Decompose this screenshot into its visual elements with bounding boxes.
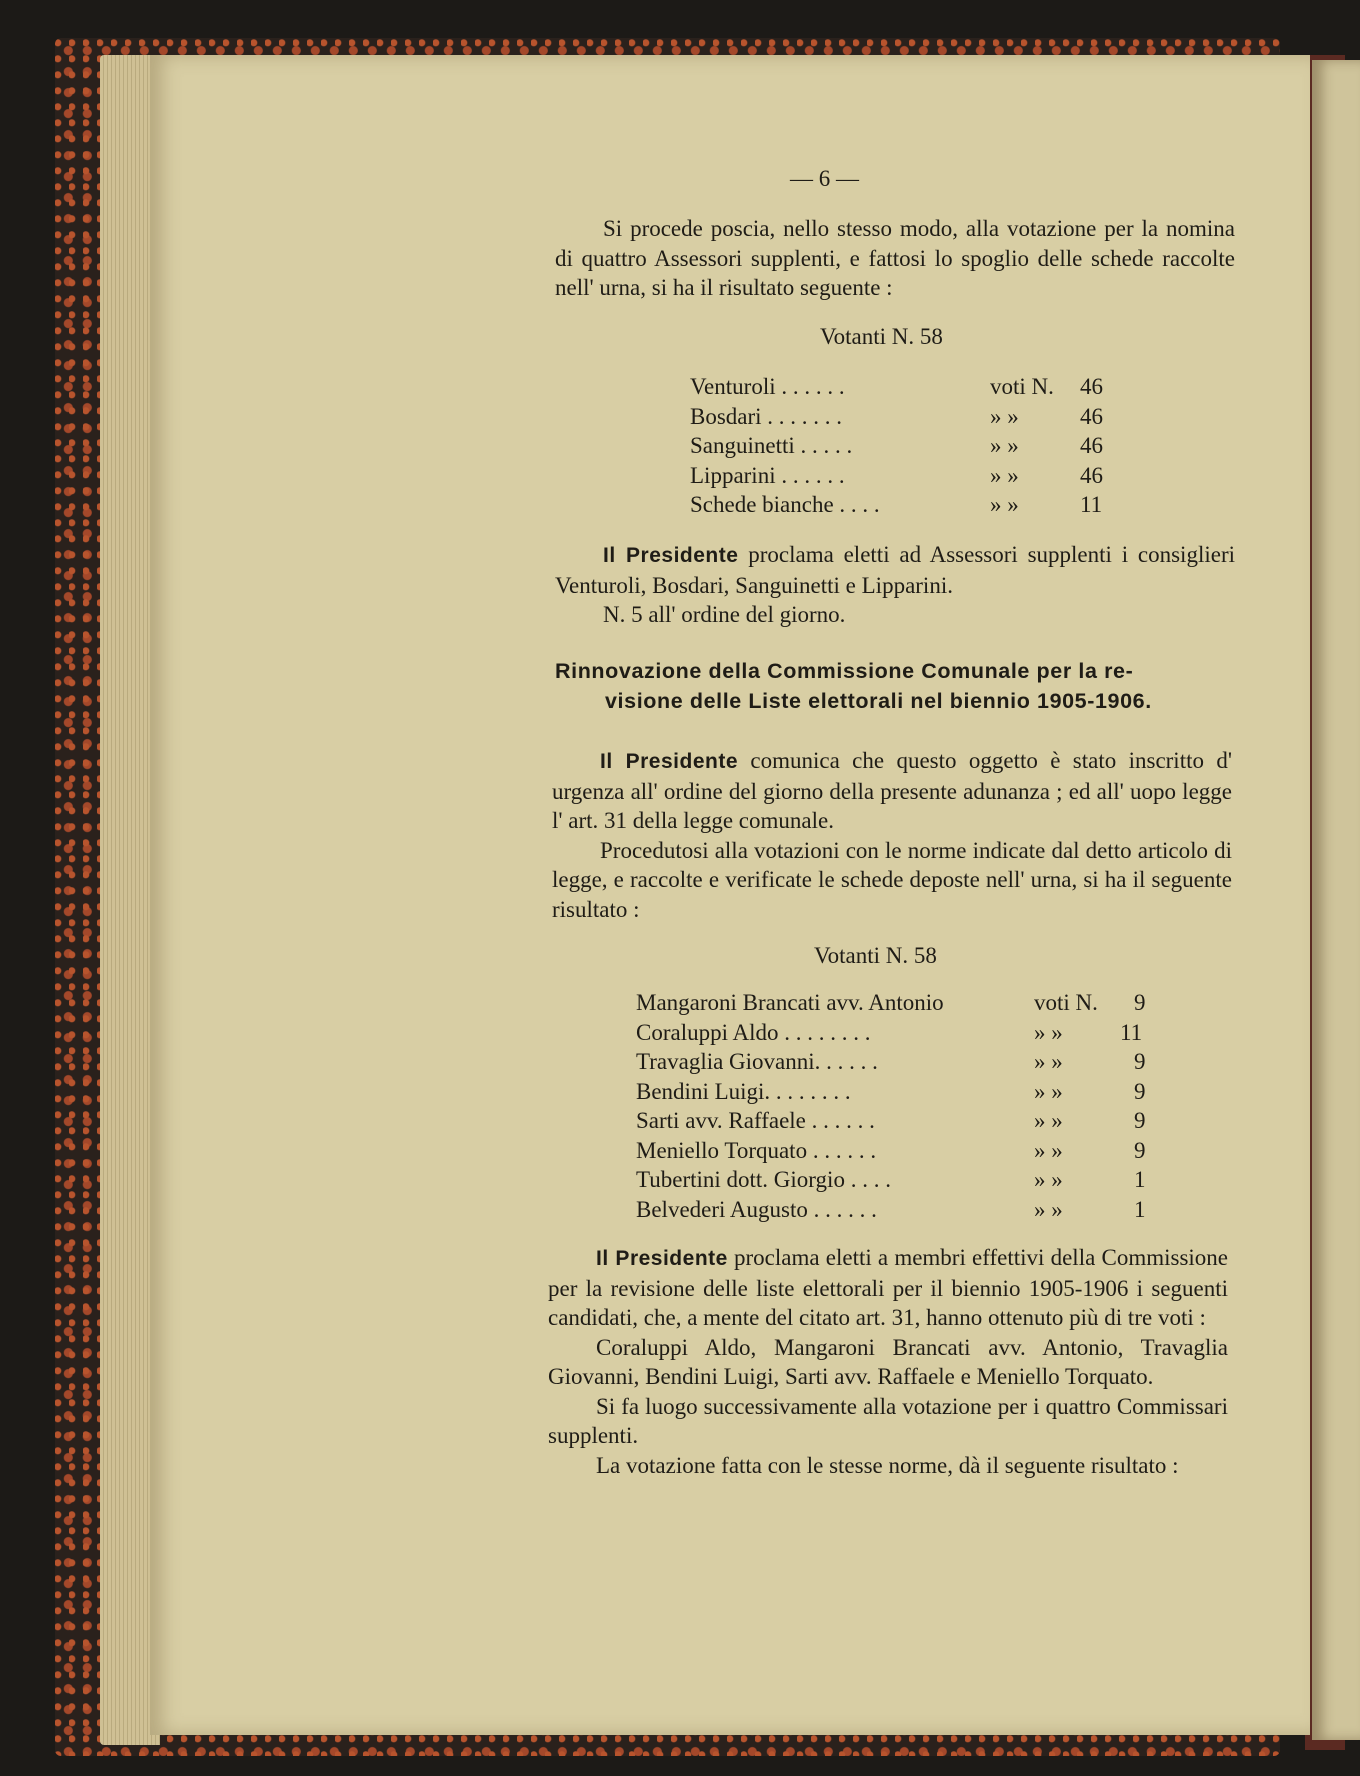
candidate-name: Lipparini . . . . . . xyxy=(690,462,845,488)
facing-page-edge xyxy=(1312,60,1360,1740)
candidate-name: Bendini Luigi. . . . . . . . xyxy=(636,1078,851,1104)
vote-label: » » xyxy=(1034,1196,1063,1222)
vote-label: » » xyxy=(990,433,1019,458)
paragraph-proclamation-1 xyxy=(555,540,1235,630)
vote-value: 9 xyxy=(1134,1078,1146,1104)
table-row xyxy=(636,1108,1156,1138)
page-number: — 6 — xyxy=(790,166,859,191)
paragraph-final xyxy=(548,1243,1228,1480)
candidate-name: Coraluppi Aldo . . . . . . . . xyxy=(636,1019,871,1045)
vote-value: 9 xyxy=(1134,1137,1146,1163)
vote-value: 46 xyxy=(1080,462,1103,488)
speaker-label: Il Presidente xyxy=(600,750,739,773)
vote-value: 11 xyxy=(1080,492,1103,517)
vote-value: 1 xyxy=(1134,1167,1146,1192)
heading-line-2: visione delle Liste elettorali nel biennio 1905-1906. xyxy=(605,689,1152,713)
table-row xyxy=(636,1079,1156,1109)
paragraph-text: La votazione fatta con le stesse norme, dà il seguente risultato : xyxy=(596,1452,1179,1478)
table-row xyxy=(636,990,1156,1020)
vote-label: » » xyxy=(1034,1049,1063,1074)
vote-value: 9 xyxy=(1134,1108,1146,1133)
vote-label: » » xyxy=(990,462,1019,488)
table-row xyxy=(636,1167,1156,1197)
votanti-count-2: Votanti N. 58 xyxy=(814,943,937,968)
vote-table-1 xyxy=(690,374,1110,522)
candidate-name: Venturoli . . . . . . xyxy=(690,374,845,399)
table-row xyxy=(690,492,1110,522)
vote-label: voti N. xyxy=(990,374,1054,399)
vote-label: » » xyxy=(990,403,1019,429)
paragraph-text: proclama eletti a membri effettivi della Commissione per la revisione delle liste elettorali per il biennio 1905-1906 i seguenti candidati, che, a mente del citato art. 31, hanno ottenuto più di tre voti : xyxy=(548,1245,1228,1330)
candidate-name: Mangaroni Brancati avv. Antonio xyxy=(636,990,944,1015)
vote-label: » » xyxy=(1034,1108,1063,1133)
candidate-name: Belvederi Augusto . . . . . . xyxy=(636,1196,877,1222)
candidate-name: Meniello Torquato . . . . . . xyxy=(636,1137,877,1163)
paragraph-text: comunica che questo oggetto è stato inscritto d' urgenza all' ordine del giorno della presente adunanza ; ed all' uopo legge l' art. 31 della legge comunale. xyxy=(552,748,1232,833)
speaker-label: Il Presidente xyxy=(596,1247,728,1270)
candidate-name: Sarti avv. Raffaele . . . . . . xyxy=(636,1108,875,1133)
vote-value: 9 xyxy=(1134,1049,1146,1074)
paragraph-commission xyxy=(552,746,1232,924)
vote-value: 1 xyxy=(1134,1196,1146,1222)
table-row xyxy=(636,1020,1156,1050)
vote-label: » » xyxy=(1034,1078,1063,1104)
candidate-name: Tubertini dott. Giorgio . . . . xyxy=(636,1167,891,1192)
table-row xyxy=(636,1197,1156,1227)
paragraph-assessori-supplenti xyxy=(555,214,1235,303)
vote-label: » » xyxy=(990,492,1019,517)
candidate-name: Sanguinetti . . . . . xyxy=(690,433,853,458)
table-row xyxy=(636,1049,1156,1079)
section-heading xyxy=(555,656,1235,716)
speaker-label: Il Presidente xyxy=(603,544,739,567)
vote-value: 46 xyxy=(1080,403,1103,429)
candidate-name: Travaglia Giovanni. . . . . . xyxy=(636,1049,878,1074)
vote-label: » » xyxy=(1034,1167,1063,1192)
vote-table-2 xyxy=(636,990,1156,1226)
vote-label: » » xyxy=(1034,1137,1063,1163)
candidate-name: Schede bianche . . . . xyxy=(690,492,880,517)
votanti-count-1: Votanti N. 58 xyxy=(820,324,943,349)
table-row xyxy=(690,463,1110,493)
paragraph-text: Si procede poscia, nello stesso modo, alla votazione per la nomina di quattro Assessori supplenti, e fattosi lo spoglio delle schede raccolte nell' urna, si ha il risultato seguente : xyxy=(555,216,1235,300)
table-row xyxy=(690,374,1110,404)
paragraph-text: Si fa luogo successivamente alla votazione per i quattro Commissari supplenti. xyxy=(548,1393,1228,1448)
heading-line-1: Rinnovazione della Commissione Comunale per la re- xyxy=(555,659,1134,683)
vote-value: 46 xyxy=(1080,374,1103,399)
paragraph-text: Coraluppi Aldo, Mangaroni Brancati avv. Antonio, Travaglia Giovanni, Bendini Luigi, Sarti avv. Raffaele e Meniello Torquato. xyxy=(548,1334,1228,1389)
paragraph-text: Procedutosi alla votazioni con le norme indicate dal detto articolo di legge, e raccolte e verificate le schede deposte nell' urna, si ha il seguente risultato : xyxy=(552,837,1232,922)
paragraph-text: proclama eletti ad Assessori supplenti i consiglieri Venturoli, Bosdari, Sanguinetti e Lipparini. xyxy=(555,542,1235,598)
candidate-name: Bosdari . . . . . . . xyxy=(690,403,843,429)
vote-value: 46 xyxy=(1080,433,1103,458)
table-row xyxy=(636,1138,1156,1168)
vote-label: » » xyxy=(1034,1019,1063,1045)
vote-value: 9 xyxy=(1134,990,1146,1015)
table-row xyxy=(690,404,1110,434)
vote-label: voti N. xyxy=(1034,990,1098,1015)
table-row xyxy=(690,433,1110,463)
vote-value: 11 xyxy=(1120,1019,1143,1045)
agenda-item: N. 5 all' ordine del giorno. xyxy=(603,602,846,627)
